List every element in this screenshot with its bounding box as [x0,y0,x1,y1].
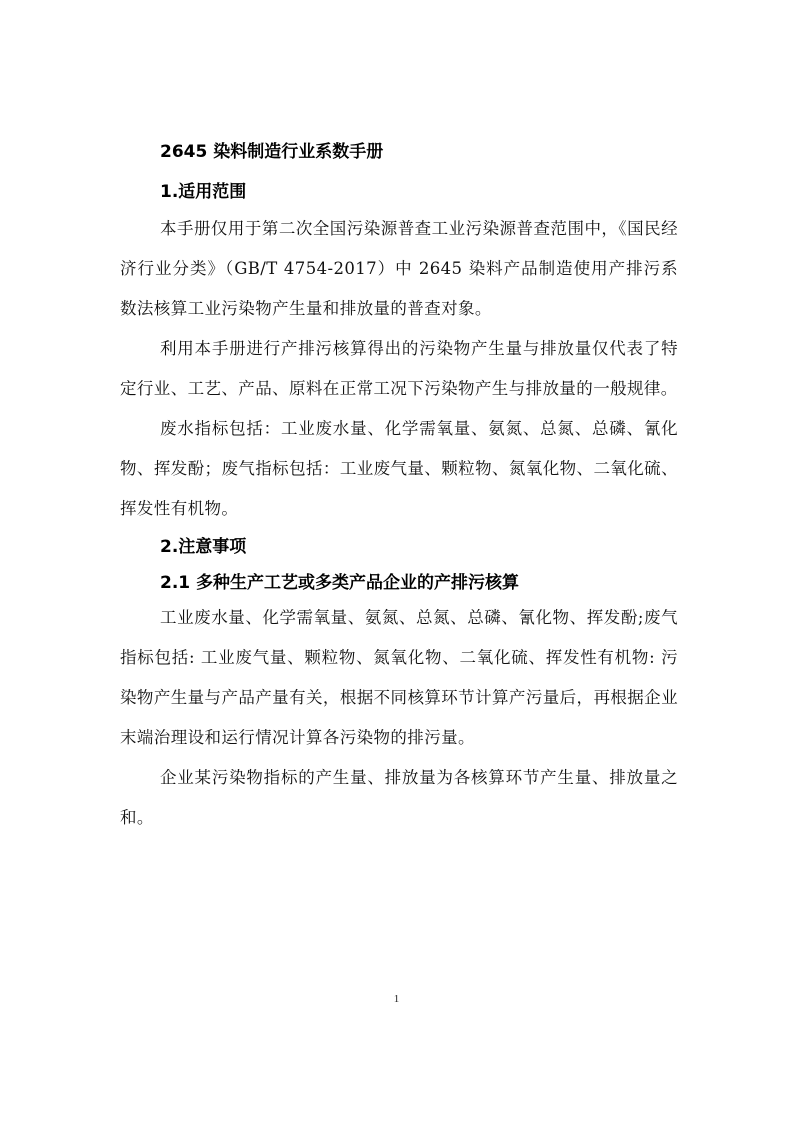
paragraph-scope-2: 利用本手册进行产排污核算得出的污染物产生量与排放量仅代表了特定行业、工艺、产品、原料在正常工况下污染物产生与排放量的一般规律。 [120,339,678,398]
paragraph-notes-1: 工业废水量、化学需氧量、氨氮、总氮、总磷、氰化物、挥发酚;废气指标包括: 工业废气量、颗粒物、氮氧化物、二氧化硫、挥发性有机物: 污染物产生量与产品产量有关，根据不同核算环节计算产污量后，再根据企业末端治理设和运行情况计算各污染物的排污量。 [120,608,678,747]
document-title: 2645 染料制造行业系数手册 [160,142,384,162]
section-heading-scope: 1.适用范围 [160,182,247,202]
paragraph-notes-2: 企业某污染物指标的产生量、排放量为各核算环节产生量、排放量之和。 [120,768,678,827]
paragraph-scope-1: 本手册仅用于第二次全国污染源普查工业污染源普查范围中，《国民经济行业分类》（GB/T 4754-2017）中 2645 染料产品制造使用产排污系数法核算工业污染物产生量和排放量的普查对象。 [120,219,678,318]
page-number: 1 [393,993,400,1005]
page-content [120,140,678,838]
paragraph-scope-3: 废水指标包括：工业废水量、化学需氧量、氨氮、总氮、总磷、氰化物、挥发酚；废气指标包括：工业废气量、颗粒物、氮氧化物、二氧化硫、挥发性有机物。 [120,419,678,518]
section-heading-notes: 2.注意事项 [160,537,247,557]
subsection-heading-2-1: 2.1 多种生产工艺或多类产品企业的产排污核算 [160,573,520,593]
